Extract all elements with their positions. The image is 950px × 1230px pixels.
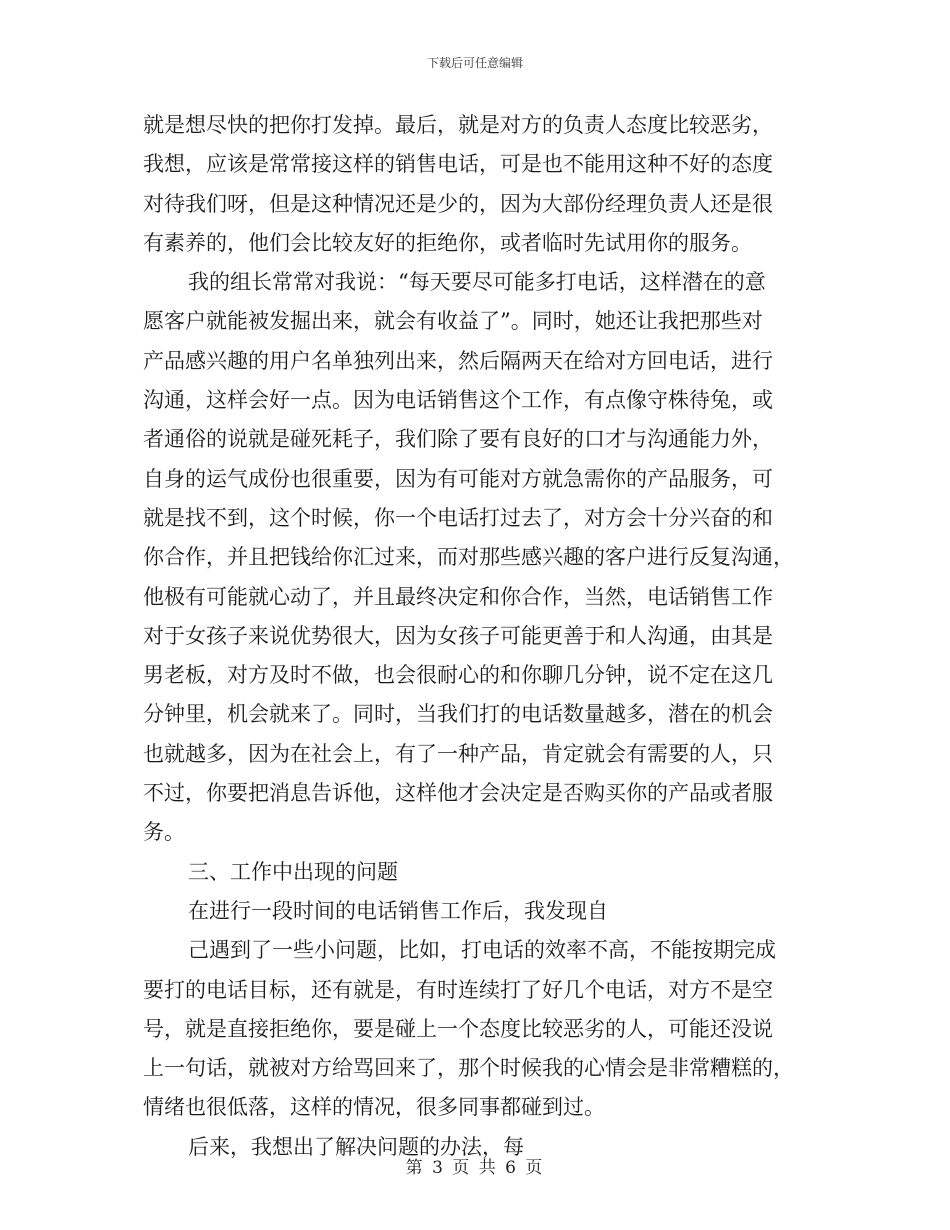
- text-line-22: 己遇到了一些小问题，比如，打电话的效率不高，不能按期完成: [188, 938, 776, 963]
- text-line-8: 沟通，这样会好一点。因为电话销售这个工作，有点像守株待兔，或: [143, 388, 773, 413]
- text-line-9: 者通俗的说就是碰死耗子，我们除了要有良好的口才与沟通能力外，: [143, 427, 773, 452]
- text-line-3: 对待我们呀，但是这种情况还是少的，因为大部份经理负责人还是很: [143, 191, 773, 216]
- text-line-7: 产品感兴趣的用户名单独列出来，然后隔两天在给对方回电话，进行: [143, 348, 773, 373]
- text-line-4: 有素养的，他们会比较友好的拒绝你，或者临时先试用你的服务。: [143, 230, 752, 255]
- text-line-17: 也就越多，因为在社会上，有了一种产品，肯定就会有需要的人，只: [143, 741, 773, 766]
- text-line-24: 号，就是直接拒绝你，要是碰上一个态度比较恶劣的人，可能还没说: [143, 1016, 773, 1041]
- text-line-15: 男老板，对方及时不做，也会很耐心的和你聊几分钟，说不定在这几: [143, 663, 773, 688]
- text-line-25: 上一句话，就被对方给骂回来了，那个时候我的心情会是非常糟糕的，: [143, 1056, 794, 1081]
- text-line-14: 对于女孩子来说优势很大，因为女孩子可能更善于和人沟通，由其是: [143, 623, 773, 648]
- text-line-6: 愿客户就能被发掘出来，就会有收益了”。同时，她还让我把那些对: [143, 309, 763, 334]
- text-line-19: 务。: [143, 820, 185, 845]
- text-line-16: 分钟里，机会就来了。同时，当我们打的电话数量越多，潜在的机会: [143, 702, 773, 727]
- page-number: 第 3 页 共 6 页: [405, 1158, 545, 1178]
- text-line-1: 就是想尽快的把你打发掉。最后，就是对方的负责人态度比较恶劣，: [143, 113, 773, 137]
- page-header: 下载后可任意编辑: [426, 56, 523, 70]
- text-line-12: 你合作，并且把钱给你汇过来，而对那些感兴趣的客户进行反复沟通，: [143, 545, 794, 570]
- text-line-26: 情绪也很低落，这样的情况，很多同事都碰到过。: [143, 1095, 605, 1120]
- section-heading: 三、工作中出现的问题: [188, 859, 398, 884]
- text-line-2: 我想，应该是常常接这样的销售电话，可是也不能用这种不好的态度: [143, 152, 773, 177]
- text-line-5: 我的组长常常对我说：“每天要尽可能多打电话，这样潜在的意: [188, 270, 766, 295]
- document-body: [143, 106, 811, 1167]
- text-line-10: 自身的运气成份也很重要，因为有可能对方就急需你的产品服务，可: [143, 466, 773, 491]
- text-line-21: 在进行一段时间的电话销售工作后，我发现自: [188, 898, 608, 923]
- text-line-27: 后来，我想出了解决问题的办法，每: [188, 1134, 524, 1159]
- text-line-23: 要打的电话目标，还有就是，有时连续打了好几个电话，对方不是空: [143, 977, 773, 1002]
- text-line-18: 不过，你要把消息告诉他，这样他才会决定是否购买你的产品或者服: [143, 781, 773, 806]
- text-line-11: 就是找不到，这个时候，你一个电话打过去了，对方会十分兴奋的和: [143, 505, 773, 530]
- text-line-13: 他极有可能就心动了，并且最终决定和你合作，当然，电话销售工作: [143, 584, 773, 609]
